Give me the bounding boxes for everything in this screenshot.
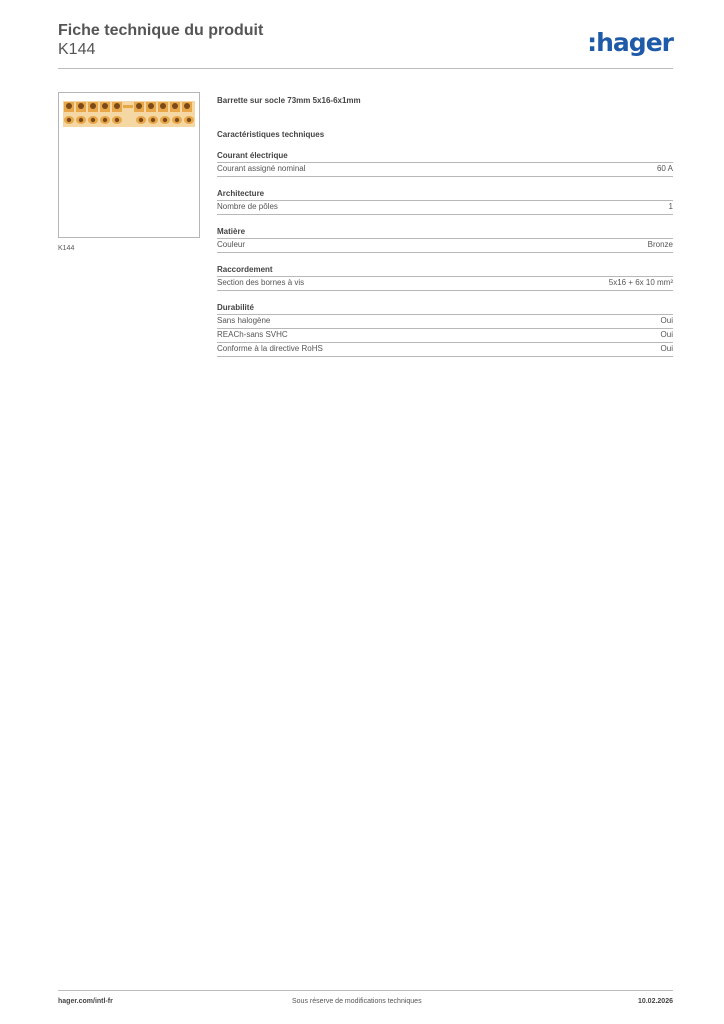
screw (163, 118, 167, 122)
spec-label: Conforme à la directive RoHS (217, 344, 323, 353)
section-title: Caractéristiques techniques (217, 130, 325, 139)
spec-group-architecture (217, 189, 673, 215)
image-caption: K144 (58, 245, 75, 252)
group-title: Raccordement (217, 265, 673, 277)
screw (79, 118, 83, 122)
screw (78, 103, 84, 109)
footer-date: 10.02.2026 (637, 998, 673, 1005)
product-name: Barrette sur socle 73mm 5x16-6x1mm (217, 96, 361, 105)
screw (91, 118, 95, 122)
spec-row (217, 239, 673, 253)
footer-disclaimer: Sous réserve de modifications techniques (292, 998, 422, 1005)
spec-label: Couleur (217, 240, 246, 249)
spec-label: Section des bornes à vis (217, 278, 305, 287)
screw (136, 103, 142, 109)
screw (160, 103, 166, 109)
screw (90, 103, 96, 109)
screw (67, 118, 71, 122)
screw (115, 118, 119, 122)
product-reference: K144 (58, 41, 96, 58)
group-title: Architecture (217, 189, 673, 201)
spec-value: 1 (668, 202, 673, 211)
page-title: Fiche technique du produit (58, 22, 264, 39)
spec-value: Oui (660, 316, 673, 325)
screw (114, 103, 120, 109)
footer-website[interactable]: hager.com/intl-fr (58, 998, 113, 1005)
spec-row (217, 315, 673, 329)
screw (172, 103, 178, 109)
spec-row (217, 201, 673, 215)
spec-label: REACh-sans SVHC (217, 330, 288, 339)
screw (151, 118, 155, 122)
screw (184, 103, 190, 109)
spec-label: Courant assigné nominal (217, 164, 306, 173)
group-title: Durabilité (217, 303, 673, 315)
group-title: Courant électrique (217, 151, 673, 163)
header-divider (58, 68, 673, 69)
spec-content (217, 96, 673, 357)
spec-row (217, 329, 673, 343)
spec-value: Oui (660, 344, 673, 353)
spec-row (217, 277, 673, 291)
terminal-link (123, 105, 133, 108)
group-title: Matière (217, 227, 673, 239)
screw (103, 118, 107, 122)
screw (148, 103, 154, 109)
spec-group-courant (217, 151, 673, 177)
page-header (58, 22, 673, 59)
screw (187, 118, 191, 122)
screw (66, 103, 72, 109)
spec-value: Bronze (647, 240, 673, 249)
screw (139, 118, 143, 122)
footer-divider (58, 990, 673, 991)
spec-label: Sans halogène (217, 316, 271, 325)
spec-row (217, 343, 673, 357)
spec-group-raccordement (217, 265, 673, 291)
spec-group-durabilite (217, 303, 673, 357)
screw (175, 118, 179, 122)
hager-logo (587, 28, 673, 57)
spec-value: 5x16 + 6x 10 mm² (608, 278, 673, 287)
spec-label: Nombre de pôles (217, 202, 278, 211)
spec-row (217, 163, 673, 177)
spec-value: 60 A (656, 164, 673, 173)
terminal-bar-image (59, 93, 199, 133)
screw (102, 103, 108, 109)
product-image (58, 92, 200, 238)
spec-value: Oui (660, 330, 673, 339)
spec-group-matiere (217, 227, 673, 253)
logo-text: :hager (587, 28, 673, 57)
